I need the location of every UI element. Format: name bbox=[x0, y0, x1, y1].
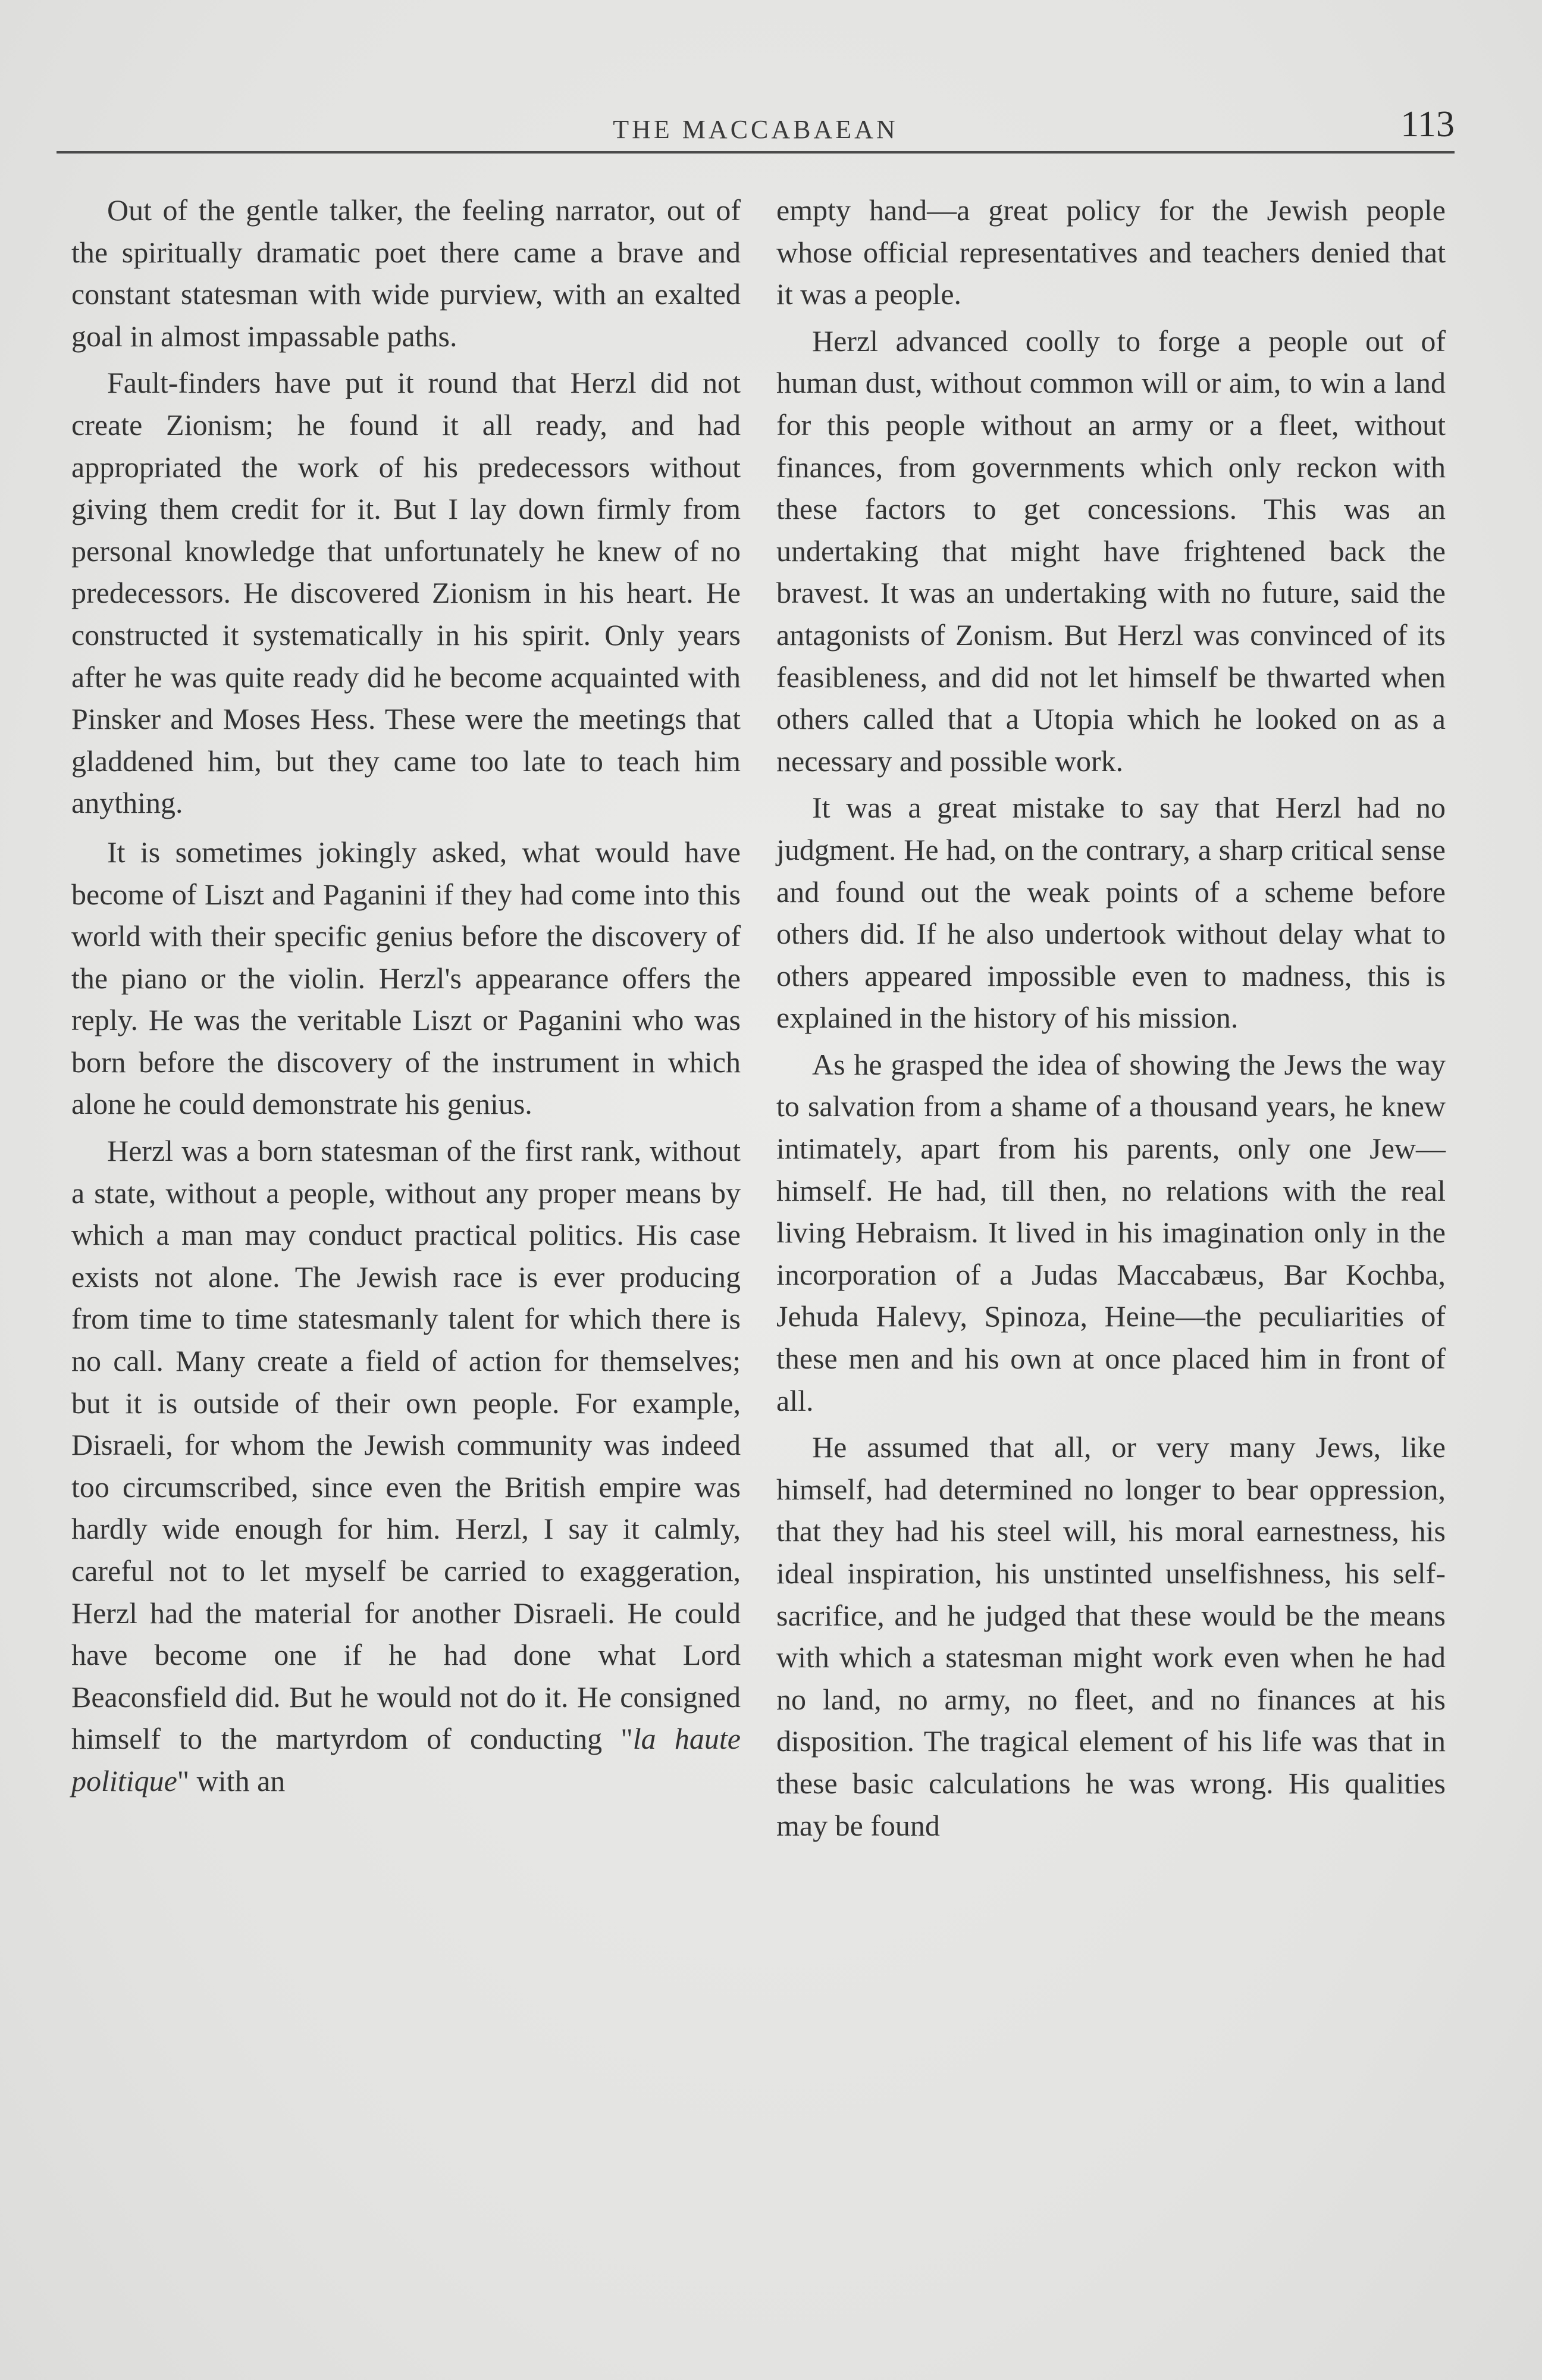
paragraph bbox=[71, 1130, 741, 1802]
paragraph: It was a great mistake to say that Herzl had no judgment. He had, on the contrary, a sharp critical sense and found out the weak points of a scheme before others did. If he also undertook without delay what to others appeared impossible even to madness, this is explained in the history of his mission. bbox=[776, 791, 1446, 1035]
paragraph: He assumed that all, or very many Jews, like himself, had determined no longer to bear oppression, that they had his steel will, his moral earnestness, his ideal inspiration, his unstinted unselfishness, his self-sacrifice, and he judged that these would be the means with which a statesman might work even when he had no land, no army, no fleet, and no finances at his disposition. The tragical element of his life was that in these basic calculations he was wrong. His qualities may be found bbox=[776, 1430, 1446, 1842]
paragraph: Herzl advanced coolly to forge a people out of human dust, without common will or aim, to win a land for this people without an army or a fleet, without finances, from governments which only reckon with these factors to get concessions. This was an undertaking that might have frightened back the bravest. It was an undertaking with no future, said the antagonists of Zonism. But Herzl was convinced of its feasibleness, and did not let himself be thwarted when others called that a Utopia which he looked on as a necessary and possible work. bbox=[776, 324, 1446, 778]
running-head bbox=[57, 101, 1455, 155]
paragraph: Fault-finders have put it round that Herzl did not create Zionism; he found it all ready, and had appropriated the work of his predecessors without giving them credit for it. But I lay down firmly from personal knowledge that unfortunately he knew of no predecessors. He discovered Zionism in his heart. He constructed it systematically in his spirit. Only years after he was quite ready did he become acquainted with Pinsker and Moses Hess. These were the meetings that gladdened him, but they came too late to teach him anything. bbox=[71, 366, 741, 820]
paragraph: Out of the gentle talker, the feeling narrator, out of the spiritually dramatic poet there came a brave and constant statesman with wide purview, with an exalted goal in almost impassable paths. bbox=[71, 193, 741, 353]
paragraph: empty hand—a great policy for the Jewish people whose official representatives and teachers denied that it was a people. bbox=[776, 193, 1446, 311]
right-column bbox=[776, 189, 1446, 1846]
header-rule bbox=[57, 151, 1455, 154]
paragraph: It is sometimes jokingly asked, what would have become of Liszt and Paganini if they had come into this world with their specific genius before the discovery of the piano or the violin. Herzl's appearance offers the reply. He was the veritable Liszt or Paganini who was born before the discovery of the instrument in which alone he could demonstrate his genius. bbox=[71, 835, 741, 1121]
journal-title: THE MACCABAEAN bbox=[613, 115, 898, 144]
page-number: 113 bbox=[1400, 104, 1455, 145]
italic-phrase: la haute politique bbox=[71, 1722, 741, 1797]
paragraph-text: Herzl was a born statesman of the first rank, without a state, without a people, without any proper means by which a man may conduct practical politics. His case exists not alone. The Jewish race is ever producing from time to time statesmanly talent for which there is no call. Many create a field of action for themselves; but it is outside of their own people. For example, Disraeli, for whom the Jewish community was indeed too circumscribed, since even the British empire was hardly wide enough for him. Herzl, I say it calmly, careful not to let myself be carried to exaggeration, Herzl had the material for another Disraeli. He could have become one if he had done what Lord Beaconsfield did. But he would not do it. He consigned himself to the martyrdom of conducting " bbox=[71, 1134, 741, 1756]
left-column bbox=[71, 189, 741, 1802]
paragraph: As he grasped the idea of showing the Jews the way to salvation from a shame of a thousand years, he knew intimately, apart from his parents, only one Jew—himself. He had, till then, no relations with the real living Hebraism. It lived in his imagination only in the incorporation of a Judas Maccabæus, Bar Kochba, Jehuda Halevy, Spinoza, Heine—the peculiarities of these men and his own at once placed him in front of all. bbox=[776, 1047, 1446, 1417]
paragraph-text: " with an bbox=[177, 1764, 286, 1797]
